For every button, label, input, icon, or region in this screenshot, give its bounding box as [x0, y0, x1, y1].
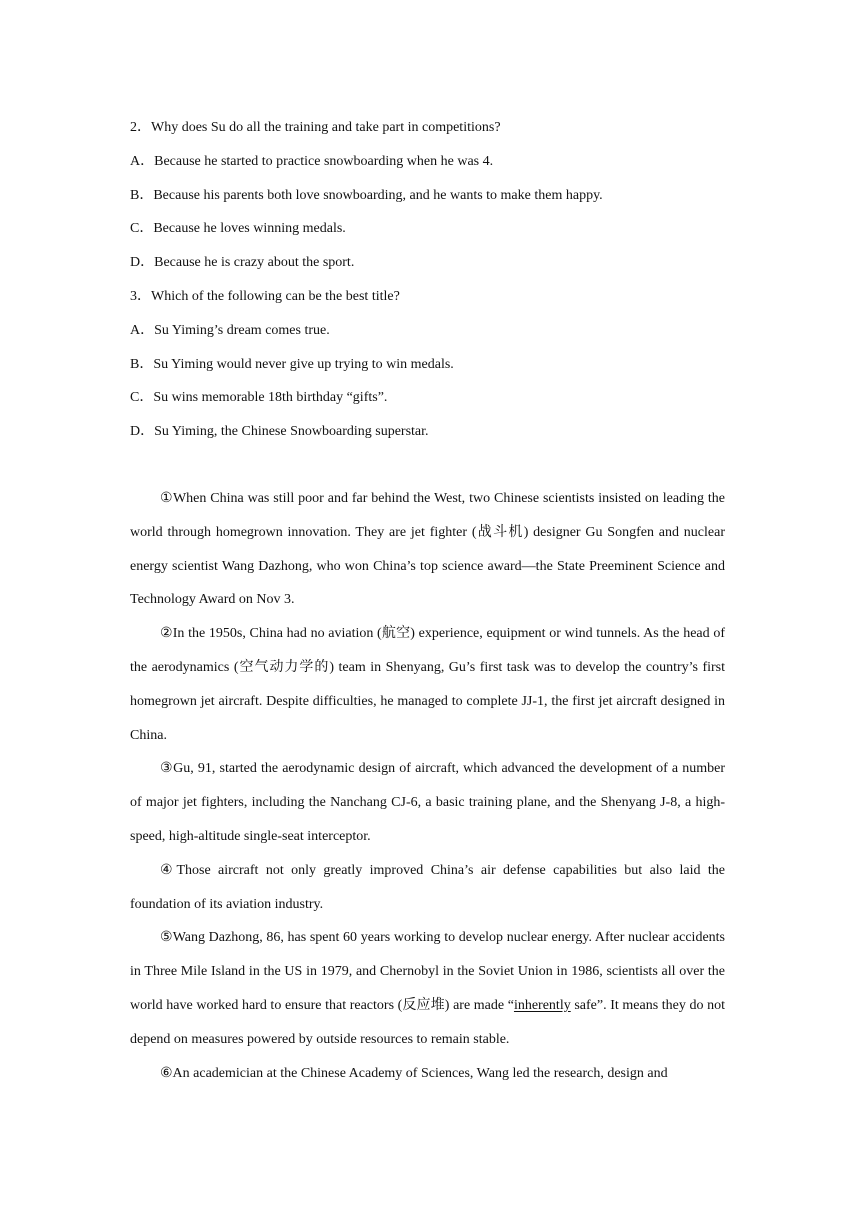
question-stem: 2．Why does Su do all the training and take part in competitions?: [130, 120, 501, 135]
paragraph-6: ⑥An academician at the Chinese Academy of Sciences, Wang led the research, design and: [160, 1065, 668, 1081]
option-a[interactable]: A．Because he started to practice snowboarding when he was 4.: [130, 153, 494, 169]
option-d[interactable]: D．Su Yiming, the Chinese Snowboarding superstar.: [130, 424, 429, 440]
paragraph-3: ③Gu, 91, started the aerodynamic design of aircraft, which advanced the development of a number of major jet fighters, including the Nanchang CJ-6, a basic training plane, and the Shenyang J-8, a high-speed, high-altitude single-seat interceptor.: [130, 761, 725, 844]
paragraph-2: ②In the 1950s, China had no aviation (航空) experience, equipment or wind tunnels. As the head of the aerodynamics (空气动力学的) team in Shenyang, Gu’s first task was to develop the country’s first homegrown jet aircraft. Despite difficulties, he managed to complete JJ-1, the first jet aircraft designed in China.: [130, 626, 725, 743]
reading-passage: [130, 482, 725, 1090]
underlined-word: inherently: [513, 997, 571, 1013]
paragraph-5-text-start: ⑤Wang Dazhong, 86, has spent 60 years working to develop nuclear energy. After nuclear accidents in Three Mile Island in the US in 1979, and Chernobyl in the Soviet Union in 1986, scientists all over the world have worked hard to ensure that reactors (反应堆) are made “: [130, 930, 725, 1013]
option-c[interactable]: C．Su wins memorable 18th birthday “gifts”.: [130, 390, 388, 406]
paragraph-4: ④Those aircraft not only greatly improved China’s air defense capabilities but also laid the foundation of its aviation industry.: [130, 862, 725, 912]
paragraph-1: ①When China was still poor and far behind the West, two Chinese scientists insisted on leading the world through homegrown innovation. They are jet fighter (战斗机) designer Gu Songfen and nuclear energy scientist Wang Dazhong, who won China’s top science award—the State Preeminent Science and Technology Award on Nov 3.: [130, 491, 725, 608]
question-2: [130, 111, 730, 280]
question-3: [130, 280, 730, 449]
paragraph-5-text-end: safe”. It means they do not depend on measures powered by outside resources to remain stable.: [130, 997, 726, 1047]
option-b[interactable]: B．Su Yiming would never give up trying to win medals.: [130, 356, 454, 372]
paragraph-5: [130, 921, 725, 1056]
option-c[interactable]: C．Because he loves winning medals.: [130, 221, 346, 237]
option-d[interactable]: D．Because he is crazy about the sport.: [130, 255, 355, 271]
option-b[interactable]: B．Because his parents both love snowboarding, and he wants to make them happy.: [130, 187, 603, 203]
question-list: [130, 111, 730, 449]
option-a[interactable]: A．Su Yiming’s dream comes true.: [130, 322, 330, 338]
question-stem: 3．Which of the following can be the best title?: [130, 288, 400, 304]
